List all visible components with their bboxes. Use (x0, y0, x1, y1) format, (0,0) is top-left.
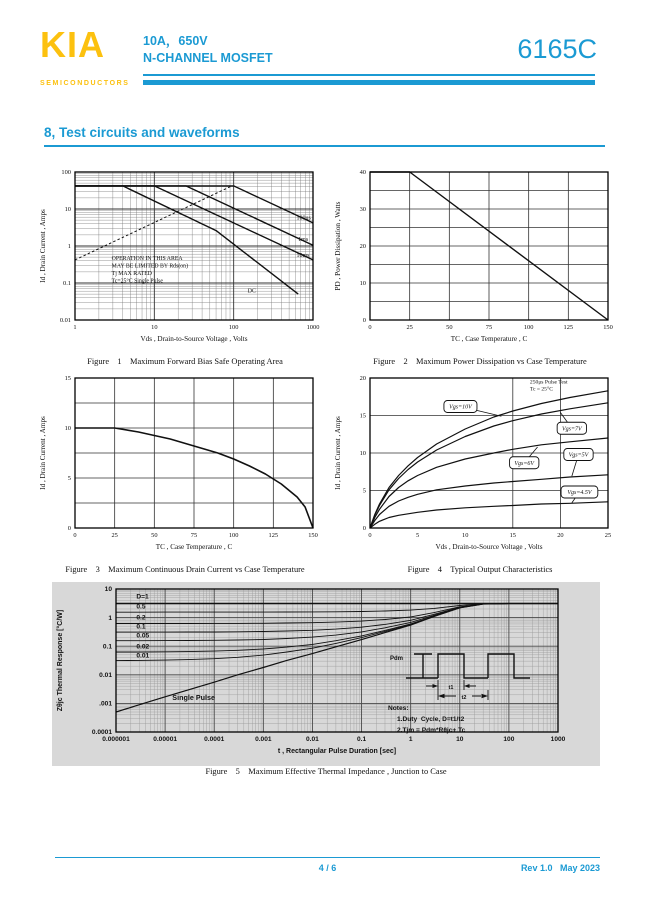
t1-arrowhead-left (433, 684, 439, 688)
svg-text:0.2: 0.2 (136, 614, 146, 622)
svg-text:10: 10 (456, 736, 464, 743)
svg-text:15: 15 (359, 412, 366, 420)
svg-text:150: 150 (308, 532, 318, 539)
svg-text:Id , Drain Current , Amps: Id , Drain Current , Amps (334, 416, 342, 490)
svg-text:1: 1 (408, 736, 413, 743)
svg-text:0.1: 0.1 (356, 736, 367, 743)
note-line: 2.Tjm = Pdm*Rθjc+ Tc (397, 727, 466, 734)
output-characteristics-chart (330, 372, 630, 564)
svg-text:10: 10 (151, 324, 158, 331)
section-title: 8, Test circuits and waveforms (44, 125, 240, 140)
svg-text:MAY BE LIMITED BY Rds(on): MAY BE LIMITED BY Rds(on) (111, 263, 189, 270)
svg-text:0.01: 0.01 (99, 672, 112, 679)
waveform-path (406, 654, 530, 678)
svg-text:1000: 1000 (550, 736, 566, 743)
svg-text:0.02: 0.02 (136, 643, 150, 651)
svg-text:10: 10 (462, 532, 469, 539)
t2-label: t2 (461, 695, 467, 701)
header-rule-thick (143, 80, 595, 85)
svg-text:15: 15 (64, 375, 71, 383)
svg-text:125: 125 (268, 532, 279, 539)
svg-text:75: 75 (485, 324, 493, 331)
svg-text:100: 100 (61, 169, 71, 177)
svg-text:5: 5 (362, 487, 366, 495)
svg-text:OPERATION IN THIS AREA: OPERATION IN THIS AREA (111, 255, 183, 262)
svg-text:0.05: 0.05 (136, 632, 150, 640)
svg-text:10: 10 (104, 586, 112, 594)
svg-text:30: 30 (359, 206, 366, 214)
t2-arrowhead-left (438, 694, 445, 698)
svg-text:Vgs=6V: Vgs=6V (514, 460, 535, 467)
svg-text:10ms: 10ms (296, 253, 310, 260)
svg-text:20: 20 (359, 375, 366, 383)
svg-text:0.00001: 0.00001 (153, 736, 178, 743)
svg-text:1ms: 1ms (298, 237, 309, 244)
svg-text:40: 40 (359, 169, 366, 177)
svg-text:20: 20 (359, 243, 366, 251)
svg-text:Vgs=7V: Vgs=7V (561, 426, 582, 433)
svg-text:10: 10 (359, 450, 366, 458)
svg-text:0: 0 (368, 532, 372, 539)
section-underline (44, 145, 605, 147)
footer-rule (55, 857, 600, 858)
svg-text:125: 125 (563, 324, 574, 331)
t1-arrowhead-right (464, 684, 470, 688)
svg-text:50: 50 (446, 324, 453, 331)
svg-text:100us: 100us (296, 215, 311, 222)
pulse-waveform-inset (388, 644, 596, 736)
figure-4-output-characteristics (330, 372, 630, 574)
svg-text:25: 25 (604, 532, 612, 539)
revision-info: Rev 1.0 May 2023 (520, 863, 600, 873)
svg-text:Id , Drain Current , Amps: Id , Drain Current , Amps (39, 416, 47, 490)
logo-subtext: SEMICONDUCTORS (40, 80, 130, 87)
svg-text:Tc=25°C Single Pulse: Tc=25°C Single Pulse (111, 278, 163, 285)
svg-text:PD , Power Dissipation , Watts: PD , Power Dissipation , Watts (334, 201, 342, 291)
svg-text:150: 150 (603, 324, 613, 331)
svg-text:DC: DC (247, 288, 256, 295)
header-rule-thin (143, 74, 595, 76)
svg-text:20: 20 (557, 532, 564, 539)
svg-text:25: 25 (406, 324, 413, 331)
svg-text:1: 1 (108, 614, 112, 622)
svg-text:5: 5 (415, 532, 420, 539)
svg-text:0.0001: 0.0001 (204, 736, 225, 743)
svg-text:50: 50 (151, 532, 158, 539)
figure-1-caption: Figure 1 Maximum Forward Bias Safe Operating Area (87, 357, 283, 366)
part-number: 6165C (517, 34, 597, 64)
svg-text:0.000001: 0.000001 (102, 736, 130, 743)
svg-text:Vgs=4.5V: Vgs=4.5V (567, 490, 592, 497)
svg-text:0.1: 0.1 (63, 280, 71, 288)
drain-current-chart (35, 372, 335, 564)
svg-text:0.5: 0.5 (136, 603, 146, 611)
pulse-waveform-diagram (388, 644, 580, 702)
figure-2-power-dissipation (330, 166, 630, 366)
svg-text:0: 0 (73, 532, 77, 539)
figure-3-caption: Figure 3 Maximum Continuous Drain Current vs Case Temperature (65, 565, 305, 574)
svg-text:Single Pulse: Single Pulse (172, 693, 216, 703)
svg-text:5: 5 (67, 475, 71, 483)
figure-1-soa (35, 166, 335, 366)
figure-2-caption: Figure 2 Maximum Power Dissipation vs Case Temperature (373, 357, 587, 366)
svg-text:10: 10 (359, 280, 366, 288)
device-rating: 10A，650V (143, 34, 208, 48)
page-number: 4 / 6 (318, 863, 337, 873)
svg-text:10: 10 (64, 206, 71, 214)
svg-text:TC , Case Temperature , C: TC , Case Temperature , C (155, 543, 233, 551)
svg-text:100: 100 (503, 736, 515, 743)
svg-text:0.1: 0.1 (102, 643, 112, 651)
svg-text:10: 10 (64, 425, 71, 433)
svg-text:100: 100 (523, 324, 534, 331)
device-subtitle (143, 33, 273, 67)
svg-text:Vds , Drain-to-Source Voltage: Vds , Drain-to-Source Voltage , Volts (435, 543, 543, 551)
svg-text:Tj MAX RATED: Tj MAX RATED (111, 271, 152, 278)
t2-arrowhead-right (482, 694, 489, 698)
t1-label: t1 (448, 684, 454, 691)
pdm-label: Pdm (390, 656, 404, 662)
svg-text:0: 0 (368, 324, 372, 331)
power-dissipation-chart (330, 166, 630, 356)
kia-logo: KIA (40, 24, 105, 65)
svg-text:Vds , Drain-to-Source Voltage: Vds , Drain-to-Source Voltage , Volts (140, 335, 248, 343)
svg-text:t , Rectangular Pulse Duration: t , Rectangular Pulse Duration [sec] (277, 748, 397, 755)
figure-5-caption: Figure 5 Maximum Effective Thermal Impedance , Junction to Case (205, 767, 447, 776)
figure-5-thermal-impedance (52, 582, 600, 776)
svg-text:Vgs=10V: Vgs=10V (449, 404, 472, 411)
svg-text:1: 1 (67, 243, 71, 251)
svg-text:0.01: 0.01 (59, 317, 71, 325)
svg-text:0: 0 (362, 317, 366, 325)
svg-text:0.01: 0.01 (306, 736, 319, 743)
svg-text:75: 75 (190, 532, 198, 539)
svg-text:0.01: 0.01 (136, 652, 150, 660)
notes-title: Notes: (388, 705, 409, 712)
svg-text:Id , Drain Current , Amps: Id , Drain Current , Amps (39, 209, 47, 283)
device-type: N-CHANNEL MOSFET (143, 51, 273, 65)
svg-text:1: 1 (73, 324, 77, 331)
svg-text:.001: .001 (99, 700, 112, 708)
svg-text:0.0001: 0.0001 (91, 729, 112, 737)
svg-text:D=1: D=1 (136, 593, 149, 601)
svg-text:0: 0 (67, 525, 71, 533)
duty-cycle-notes (388, 703, 596, 736)
svg-text:1000: 1000 (306, 324, 320, 331)
svg-text:15: 15 (509, 532, 516, 539)
svg-text:Vgs=5V: Vgs=5V (568, 452, 589, 459)
svg-text:Tc = 25°C: Tc = 25°C (529, 386, 553, 393)
soa-chart (35, 166, 335, 356)
figure-4-caption: Figure 4 Typical Output Characteristics (407, 565, 553, 574)
svg-text:25: 25 (111, 532, 118, 539)
figure-3-drain-current (35, 372, 335, 574)
svg-text:0: 0 (362, 525, 366, 533)
svg-text:0.1: 0.1 (136, 623, 146, 631)
svg-text:0.001: 0.001 (255, 736, 272, 743)
svg-text:Zθjc Thermal Response [°C/W]: Zθjc Thermal Response [°C/W] (57, 609, 64, 712)
svg-text:100: 100 (228, 324, 239, 331)
svg-text:250μs Pulse Test: 250μs Pulse Test (529, 379, 568, 386)
svg-text:100: 100 (228, 532, 239, 539)
note-line: 1.Duty Cycle, D=t1/t2 (397, 716, 465, 723)
svg-text:TC , Case Temperature , C: TC , Case Temperature , C (450, 335, 528, 343)
